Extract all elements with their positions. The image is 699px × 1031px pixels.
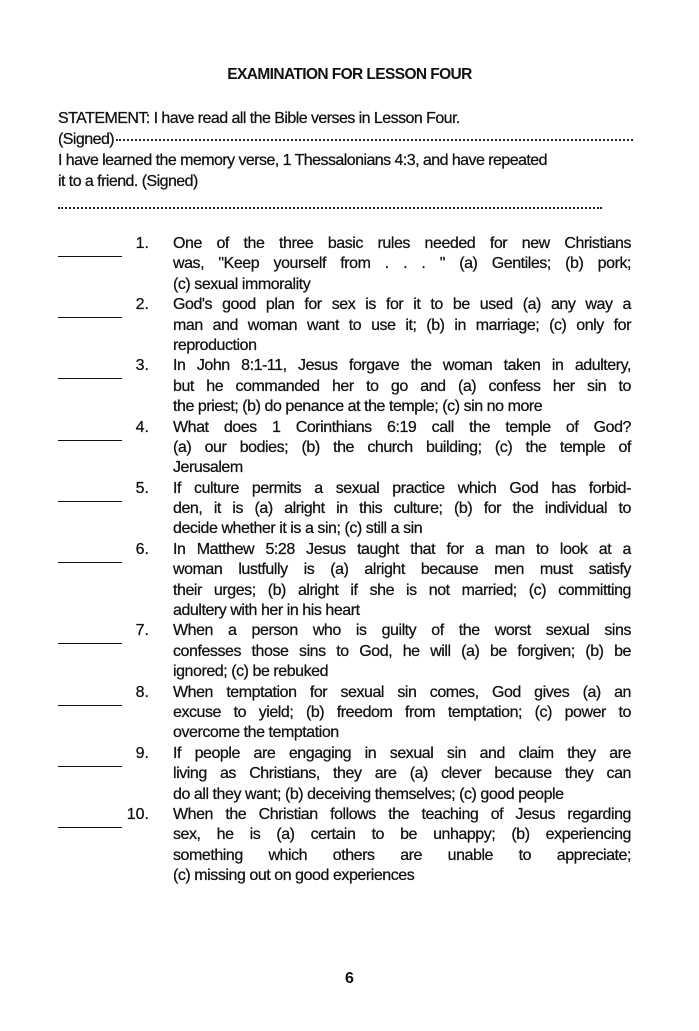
question-line: man and woman want to use it; (b) in marriage; (c) only for xyxy=(173,316,631,334)
question-line: excuse to yield; (b) freedom from temptation; (c) power to xyxy=(173,703,631,721)
question-item xyxy=(0,295,699,356)
statement-line: STATEMENT: I have read all the Bible verses in Lesson Four. xyxy=(58,110,460,127)
question-line: (a) our bodies; (b) the church building; (c) the temple of xyxy=(173,438,631,456)
question-number: 4. xyxy=(135,418,149,436)
answer-blank[interactable] xyxy=(58,643,122,644)
memory-verse-line: I have learned the memory verse, 1 Thessalonians 4:3, and have repeated xyxy=(58,152,547,169)
question-text xyxy=(173,805,631,887)
question-line: sex, he is (a) certain to be unhappy; (b) experiencing xyxy=(173,826,631,844)
answer-blank[interactable] xyxy=(58,705,122,706)
question-number: 1. xyxy=(135,235,149,252)
question-number: 9. xyxy=(135,744,149,762)
question-number: 2. xyxy=(135,296,149,314)
question-item xyxy=(0,418,699,479)
answer-blank[interactable] xyxy=(58,562,122,563)
question-line: was, "Keep yourself from . . . " (a) Gentiles; (b) pork; xyxy=(173,255,631,273)
question-text xyxy=(173,621,631,682)
question-line: overcome the temptation xyxy=(173,724,339,742)
question-line: (c) missing out on good experiences xyxy=(173,867,415,885)
question-line: When temptation for sexual sin comes, God gives (a) an xyxy=(173,683,631,701)
question-line: When a person who is guilty of the worst sexual sins xyxy=(173,622,631,640)
question-line: den, it is (a) alright in this culture; (b) for the individual to xyxy=(173,500,631,518)
signature-line-2[interactable] xyxy=(58,207,602,209)
question-item xyxy=(0,744,699,805)
question-number: 10. xyxy=(126,805,149,823)
question-line: their urges; (b) alright if she is not married; (c) committing xyxy=(173,581,631,599)
question-number: 7. xyxy=(135,622,149,640)
question-line: reproduction xyxy=(173,336,257,354)
signature-line-1[interactable] xyxy=(58,129,633,150)
answer-blank[interactable] xyxy=(58,440,122,441)
question-number: 5. xyxy=(135,479,149,497)
question-item xyxy=(0,621,699,682)
question-line: In Matthew 5:28 Jesus taught that for a man to look at a xyxy=(173,540,631,558)
question-line: woman lustfully is (a) alright because men must satisfy xyxy=(173,561,631,579)
question-line: adultery with her in his heart xyxy=(173,602,360,620)
question-line: the priest; (b) do penance at the temple; (c) sin no more xyxy=(173,398,543,416)
exam-title: EXAMINATION FOR LESSON FOUR xyxy=(227,66,472,83)
page-number: 6 xyxy=(345,970,354,987)
question-text xyxy=(173,683,631,744)
question-line: When the Christian follows the teaching of Jesus regarding xyxy=(173,805,631,823)
question-number: 6. xyxy=(135,540,149,558)
question-line: living as Christians, they are (a) clever because they can xyxy=(173,765,631,783)
question-text xyxy=(173,744,631,805)
question-item xyxy=(0,540,699,622)
question-item xyxy=(0,805,699,887)
question-line: do all they want; (b) deceiving themselves; (c) good people xyxy=(173,785,564,803)
question-item xyxy=(0,356,699,417)
question-number: 3. xyxy=(135,357,149,375)
question-text xyxy=(173,418,631,479)
question-text xyxy=(173,479,631,540)
answer-blank[interactable] xyxy=(58,378,122,379)
question-line: If culture permits a sexual practice which God has forbid- xyxy=(173,479,631,497)
question-line: confesses those sins to God, he will (a) be forgiven; (b) be xyxy=(173,642,631,660)
question-number: 8. xyxy=(135,683,149,701)
question-line: but he commanded her to go and (a) confess her sin to xyxy=(173,377,631,395)
answer-blank[interactable] xyxy=(58,501,122,502)
question-line: something which others are unable to appreciate; xyxy=(173,846,631,864)
question-line: (c) sexual immorality xyxy=(173,275,311,293)
question-line: In John 8:1-11, Jesus forgave the woman taken in adultery, xyxy=(173,357,631,375)
answer-blank[interactable] xyxy=(58,256,122,257)
answer-blank[interactable] xyxy=(58,317,122,318)
question-text xyxy=(173,356,631,417)
question-line: decide whether it is a sin; (c) still a sin xyxy=(173,520,423,538)
question-line: If people are engaging in sexual sin and claim they are xyxy=(173,744,631,762)
signed-label: (Signed) xyxy=(58,131,115,148)
question-line: Jerusalem xyxy=(173,459,243,477)
signature-dots xyxy=(116,139,633,141)
question-text xyxy=(173,295,631,356)
question-line: What does 1 Corinthians 6:19 call the temple of God? xyxy=(173,418,631,436)
question-line: God's good plan for sex is for it to be used (a) any way a xyxy=(173,296,631,314)
answer-blank[interactable] xyxy=(58,766,122,767)
question-line: ignored; (c) be rebuked xyxy=(173,663,329,681)
question-item xyxy=(0,683,699,744)
question-text xyxy=(173,234,631,295)
statement-block xyxy=(58,108,633,192)
question-item xyxy=(0,234,699,295)
memory-verse-line-2: it to a friend. (Signed) xyxy=(58,173,198,190)
question-list xyxy=(0,234,699,887)
question-item xyxy=(0,479,699,540)
question-line: One of the three basic rules needed for new Christians xyxy=(173,235,631,252)
question-text xyxy=(173,540,631,622)
answer-blank[interactable] xyxy=(58,827,122,828)
